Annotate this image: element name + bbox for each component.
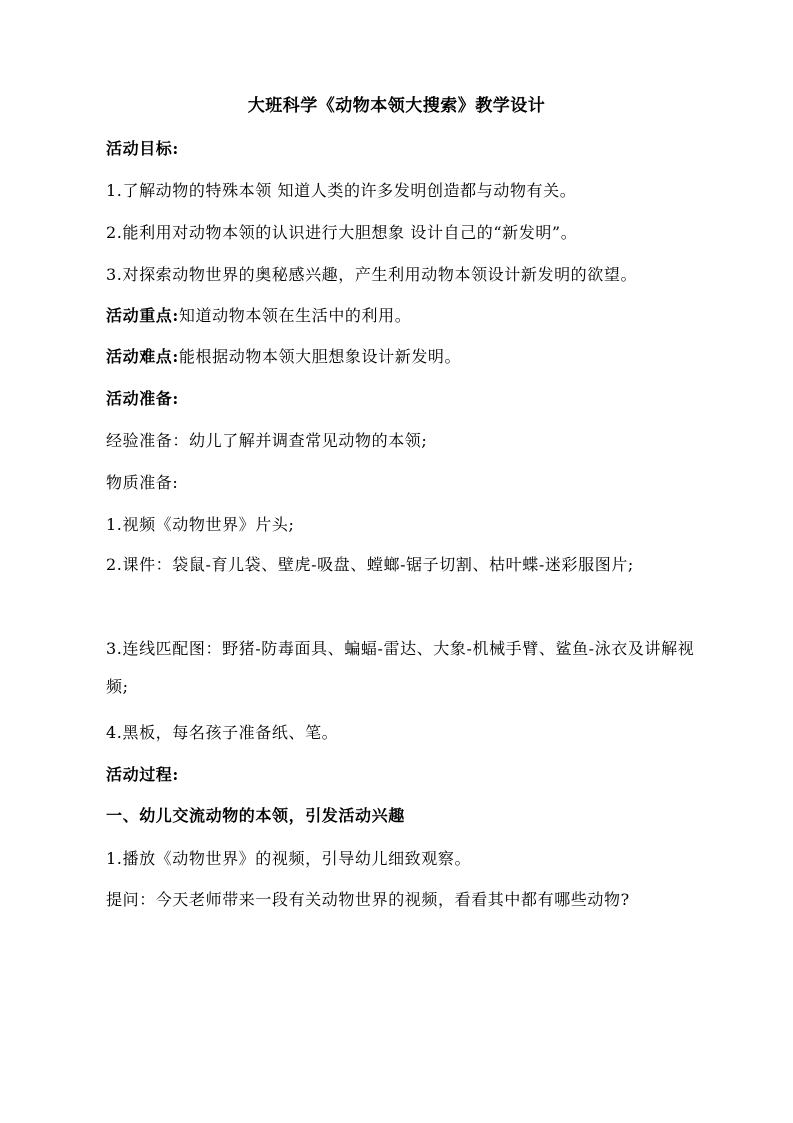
process-heading: 活动过程: [106, 765, 179, 784]
key-point-label: 活动重点: [106, 306, 179, 325]
material-item-2: 2.课件：袋鼠-育儿袋、壁虎-吸盘、螳螂-锯子切割、枯叶蝶-迷彩服图片; [106, 555, 634, 574]
difficulty-text: 能根据动物本领大胆想象设计新发明。 [178, 347, 462, 366]
key-point-row [106, 305, 706, 327]
difficulty-label: 活动难点: [106, 347, 179, 366]
difficulty-row [106, 346, 706, 368]
document-title: 大班科学《动物本领大搜索》教学设计 [247, 96, 546, 116]
material-item-3: 3.连线匹配图：野猪-防毒面具、蝙蝠-雷达、大象-机械手臂、鲨鱼-泳衣及讲解视频; [106, 639, 695, 696]
goals-heading: 活动目标: [106, 139, 179, 158]
prep-material-heading: 物质准备: [106, 473, 179, 492]
step-one: 1.播放《动物世界》的视频，引导幼儿细致观察。 [106, 849, 472, 868]
goal-item-1: 1.了解动物的特殊本领 知道人类的许多发明创造都与动物有关。 [106, 181, 577, 200]
goal-item-3: 3.对探索动物世界的奥秘感兴趣，产生利用动物本领设计新发明的欲望。 [106, 265, 638, 284]
prep-experience: 经验准备：幼儿了解并调查常见动物的本领; [106, 431, 428, 450]
goal-item-2: 2.能利用对动物本领的认识进行大胆想象 设计自己的“新发明”。 [106, 223, 578, 242]
prep-heading: 活动准备: [106, 389, 179, 408]
material-item-4: 4.黑板，每名孩子准备纸、笔。 [106, 723, 339, 742]
question-one: 提问：今天老师带来一段有关动物世界的视频，看看其中都有哪些动物? [106, 890, 630, 909]
material-item-1: 1.视频《动物世界》片头; [106, 515, 295, 534]
key-point-text: 知道动物本领在生活中的利用。 [178, 306, 412, 325]
section-one-heading: 一、幼儿交流动物的本领，引发活动兴趣 [106, 806, 405, 825]
